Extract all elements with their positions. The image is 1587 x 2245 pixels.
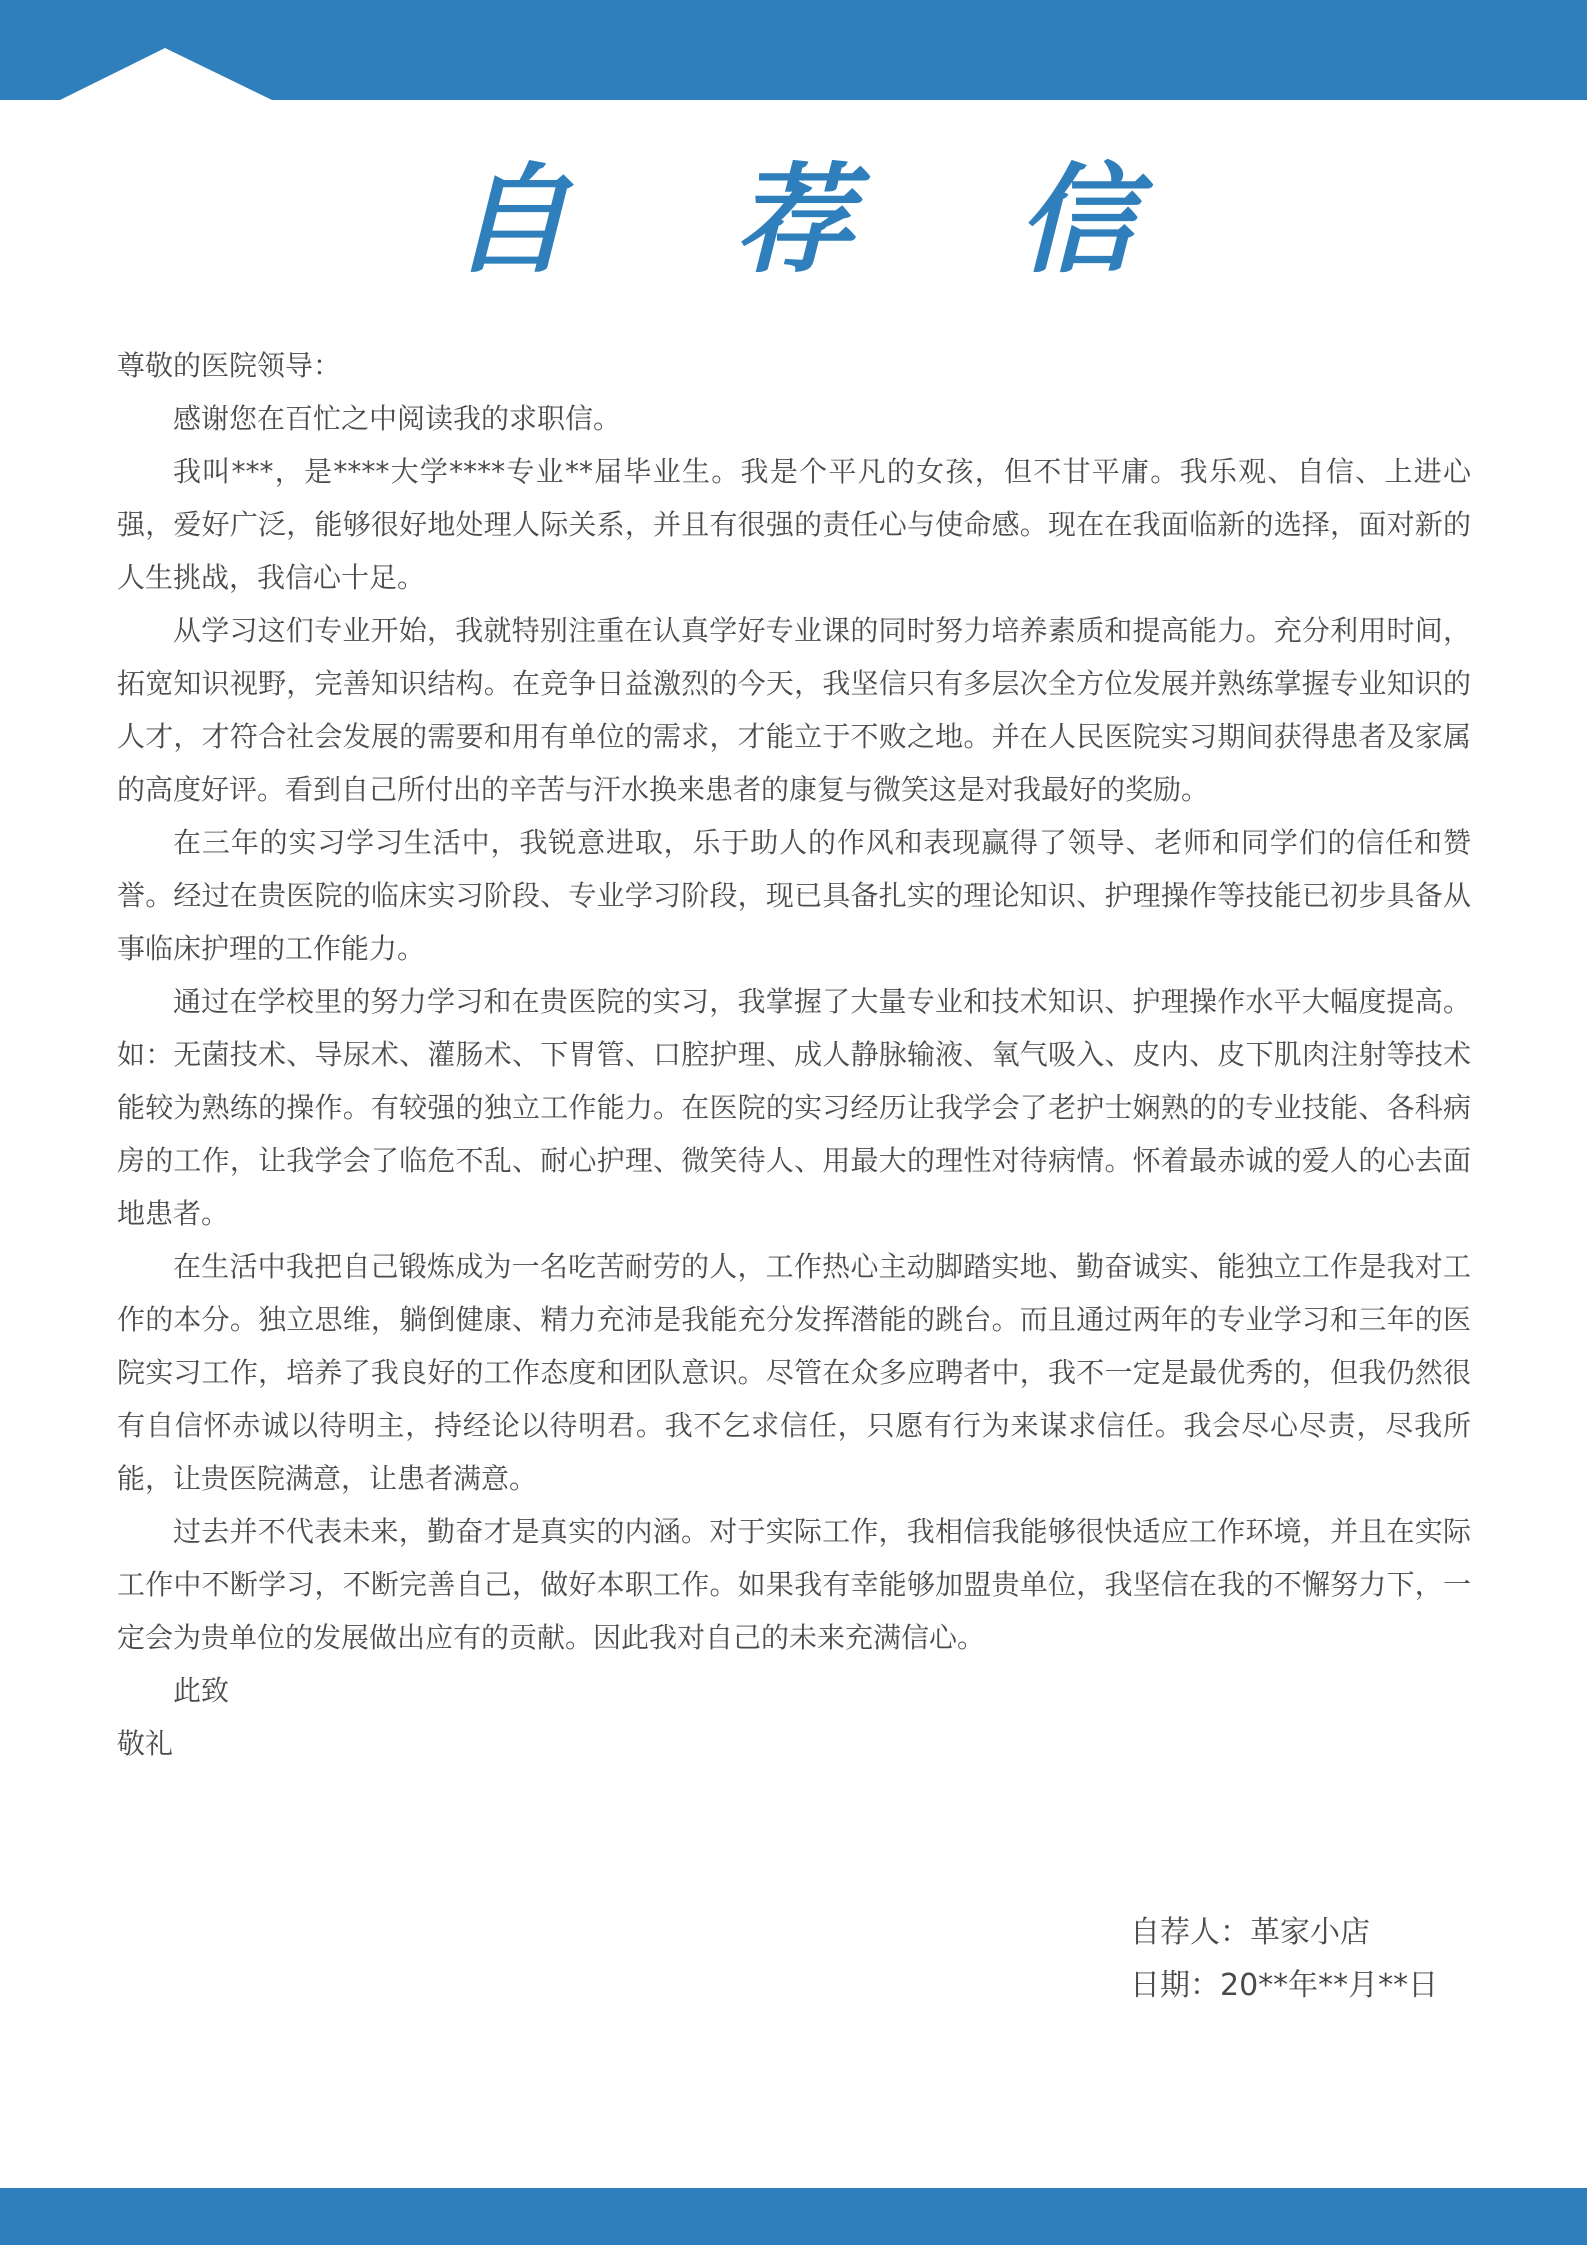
footer-banner (0, 2188, 1587, 2245)
signature-date: 日期：20**年**月**日 (1130, 1968, 1439, 2003)
letter-paragraph: 在三年的实习学习生活中，我锐意进取，乐于助人的作风和表现赢得了领导、老师和同学们的信任和赞誉。经过在贵医院的临床实习阶段、专业学习阶段，现已具备扎实的理论知识、护理操作等技能已初步具备从事临床护理的工作能力。 (117, 826, 1471, 965)
salutation: 尊敬的医院领导： (117, 349, 342, 382)
letter-paragraph: 在生活中我把自己锻炼成为一名吃苦耐劳的人，工作热心主动脚踏实地、勤奋诚实、能独立工作是我对工作的本分。独立思维，躺倒健康、精力充沛是我能充分发挥潜能的跳台。而且通过两年的专业学习和三年的医院实习工作，培养了我良好的工作态度和团队意识。尽管在众多应聘者中，我不一定是最优秀的，但我仍然很有自信怀赤诚以待明主，持经论以待明君。我不乞求信任，只愿有行为来谋求信任。我会尽心尽责，尽我所能，让贵医院满意，让患者满意。 (117, 1250, 1471, 1495)
page-title: 自 荐 信 (451, 150, 1198, 289)
signature-block (1130, 1906, 1438, 2012)
letter-paragraph: 通过在学校里的努力学习和在贵医院的实习，我掌握了大量专业和技术知识、护理操作水平大幅度提高。如：无菌技术、导尿术、灌肠术、下胃管、口腔护理、成人静脉输液、氧气吸入、皮内、皮下肌肉注射等技术能较为熟练的操作。有较强的独立工作能力。在医院的实习经历让我学会了老护士娴熟的的专业技能、各科病房的工作，让我学会了临危不乱、耐心护理、微笑待人、用最大的理性对待病情。怀着最赤诚的爱人的心去面地患者。 (117, 985, 1471, 1230)
signer-name: 自荐人：革家小店 (1130, 1915, 1370, 1950)
letter-paragraph: 感谢您在百忙之中阅读我的求职信。 (173, 402, 622, 435)
closing-line: 此致 (173, 1674, 230, 1707)
letter-body (117, 339, 1471, 1770)
regards-line: 敬礼 (117, 1727, 174, 1760)
letter-paragraph: 我叫***，是****大学****专业**届毕业生。我是个平凡的女孩，但不甘平庸。我乐观、自信、上进心强，爱好广泛，能够很好地处理人际关系，并且有很强的责任心与使命感。现在在我面临新的选择，面对新的人生挑战，我信心十足。 (117, 455, 1471, 594)
header-banner (0, 0, 1587, 100)
letter-paragraph: 从学习这们专业开始，我就特别注重在认真学好专业课的同时努力培养素质和提高能力。充分利用时间，拓宽知识视野，完善知识结构。在竞争日益激烈的今天，我坚信只有多层次全方位发展并熟练掌握专业知识的人才，才符合社会发展的需要和用有单位的需求，才能立于不败之地。并在人民医院实习期间获得患者及家属的高度好评。看到自己所付出的辛苦与汗水换来患者的康复与微笑这是对我最好的奖励。 (117, 614, 1471, 806)
letter-paragraph: 过去并不代表未来，勤奋才是真实的内涵。对于实际工作，我相信我能够很快适应工作环境，并且在实际工作中不断学习，不断完善自己，做好本职工作。如果我有幸能够加盟贵单位，我坚信在我的不懈努力下，一定会为贵单位的发展做出应有的贡献。因此我对自己的未来充满信心。 (117, 1515, 1471, 1654)
